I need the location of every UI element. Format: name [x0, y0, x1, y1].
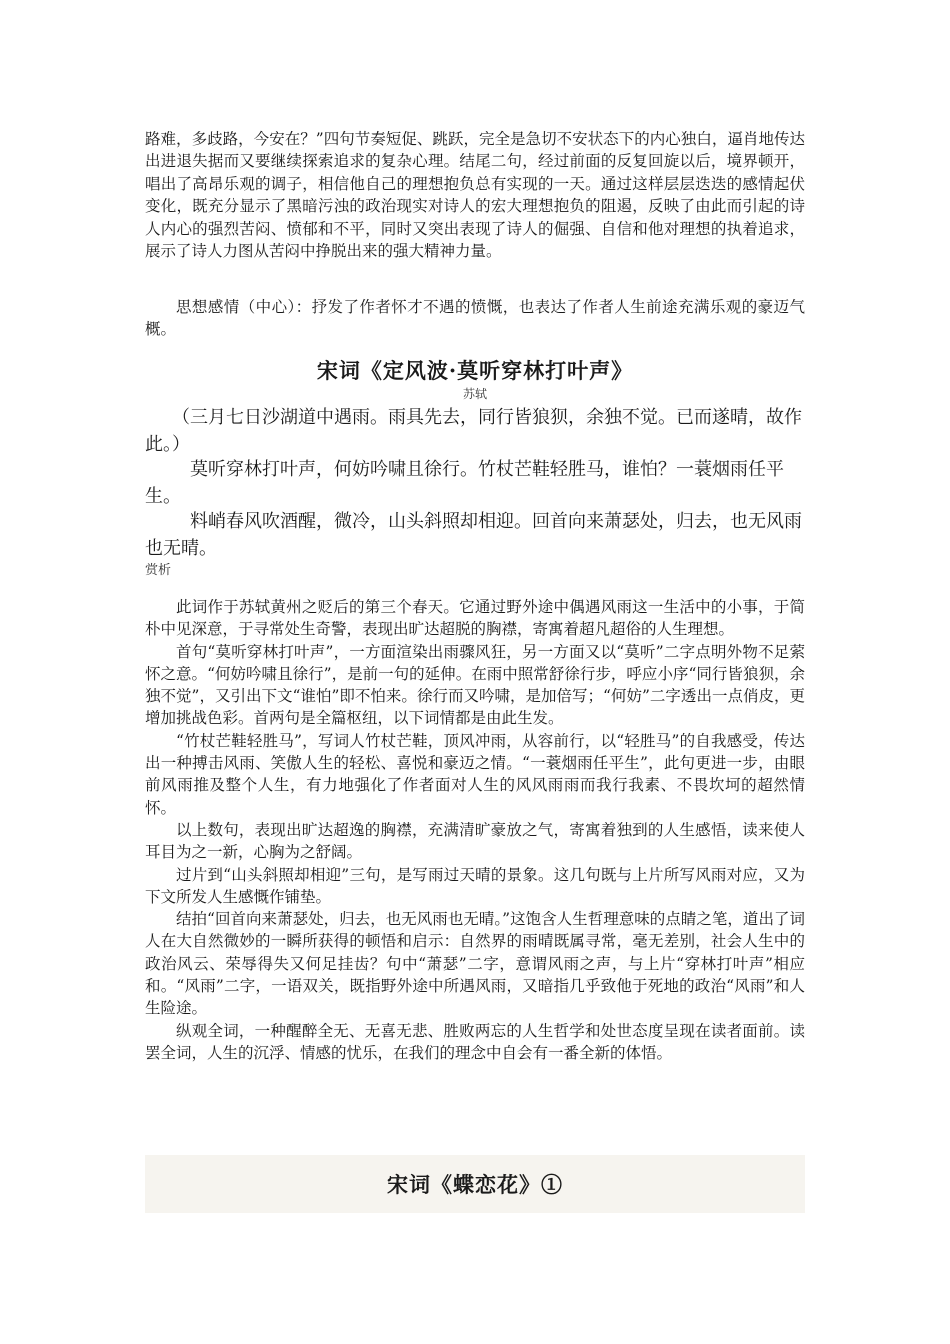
analysis-body [145, 596, 805, 1064]
analysis-paragraph: 此词作于苏轼黄州之贬后的第三个春天。它通过野外途中偶遇风雨这一生活中的小事，于简朴中见深意，于寻常处生奇警，表现出旷达超脱的胸襟，寄寓着超凡超俗的人生理想。 [145, 598, 805, 639]
analysis-label: 赏析 [145, 563, 172, 578]
analysis-paragraph: 首句“莫听穿林打叶声”，一方面渲染出雨骤风狂，另一方面又以“莫听”二字点明外物不足萦怀之意。“何妨吟啸且徐行”，是前一句的延伸。在雨中照常舒徐行步，呼应小序“同行皆狼狈，余独不觉”，又引出下文“谁怕”即不怕来。徐行而又吟啸，是加倍写；“何妨”二字透出一点俏皮，更增加挑战色彩。首两句是全篇枢纽，以下词情都是由此生发。 [145, 642, 805, 728]
poem-stanza-1: 莫听穿林打叶声，何妨吟啸且徐行。竹杖芒鞋轻胜马，谁怕？一蓑烟雨任平生。 [145, 459, 784, 507]
section-title-dingfengbo: 宋词《定风波·莫听穿林打叶声》 [316, 358, 634, 383]
analysis-paragraph: “竹杖芒鞋轻胜马”，写词人竹杖芒鞋，顶风冲雨，从容前行，以“轻胜马”的自我感受，传达出一种搏击风雨、笑傲人生的轻松、喜悦和豪迈之情。“一蓑烟雨任平生”，此句更进一步，由眼前风雨推及整个人生，有力地强化了作者面对人生的风风雨雨而我行我素、不畏坎坷的超然情怀。 [145, 731, 805, 817]
intro-paragraph: 路难，多歧路，今安在？”四句节奏短促、跳跃，完全是急切不安状态下的内心独白，逼肖地传达出进退失据而又要继续探索追求的复杂心理。结尾二句，经过前面的反复回旋以后，境界顿开，唱出了高昂乐观的调子，相信他自己的理想抱负总有实现的一天。通过这样层层迭迭的感情起伏变化，既充分显示了黑暗污浊的政治现实对诗人的宏大理想抱负的阻遏，反映了由此而引起的诗人内心的强烈苦闷、愤郁和不平，同时又突出表现了诗人的倔强、自信和他对理想的执着追求，展示了诗人力图从苦闷中挣脱出来的强大精神力量。 [145, 130, 805, 261]
analysis-paragraph: 纵观全词，一种醒醉全无、无喜无悲、胜败两忘的人生哲学和处世态度呈现在读者面前。读罢全词，人生的沉浮、情感的忧乐，在我们的理念中自会有一番全新的体悟。 [145, 1021, 805, 1062]
analysis-paragraph: 过片到“山头斜照却相迎”三句，是写雨过天晴的景象。这几句既与上片所写风雨对应，又为下文所发人生感慨作铺垫。 [145, 865, 805, 906]
analysis-paragraph: 结拍“回首向来萧瑟处，归去，也无风雨也无晴。”这饱含人生哲理意味的点睛之笔，道出了词人在大自然微妙的一瞬所获得的顿悟和启示：自然界的雨晴既属寻常，毫无差别，社会人生中的政治风云、荣辱得失又何足挂齿？句中“萧瑟”二字，意谓风雨之声，与上片“穿林打叶声”相应和。“风雨”二字，一语双关，既指野外途中所遇风雨，又暗指几乎致他于死地的政治“风雨”和人生险途。 [145, 910, 805, 1018]
theme-paragraph: 思想感情（中心）：抒发了作者怀才不遇的愤慨，也表达了作者人生前途充满乐观的豪迈气概。 [145, 298, 805, 339]
section-title-banner [145, 1155, 805, 1213]
section-title-dielianhua: 宋词《蝶恋花》① [387, 1172, 563, 1197]
poem-stanza-2: 料峭春风吹酒醒，微冷，山头斜照却相迎。回首向来萧瑟处，归去，也无风雨也无晴。 [145, 511, 802, 559]
analysis-paragraph: 以上数句，表现出旷达超逸的胸襟，充满清旷豪放之气，寄寓着独到的人生感悟，读来使人耳目为之一新，心胸为之舒阔。 [145, 820, 805, 862]
poem-author: 苏轼 [462, 387, 487, 401]
poem-preface: （三月七日沙湖道中遇雨。雨具先去，同行皆狼狈，余独不觉。已而遂晴，故作此。） [145, 407, 802, 455]
